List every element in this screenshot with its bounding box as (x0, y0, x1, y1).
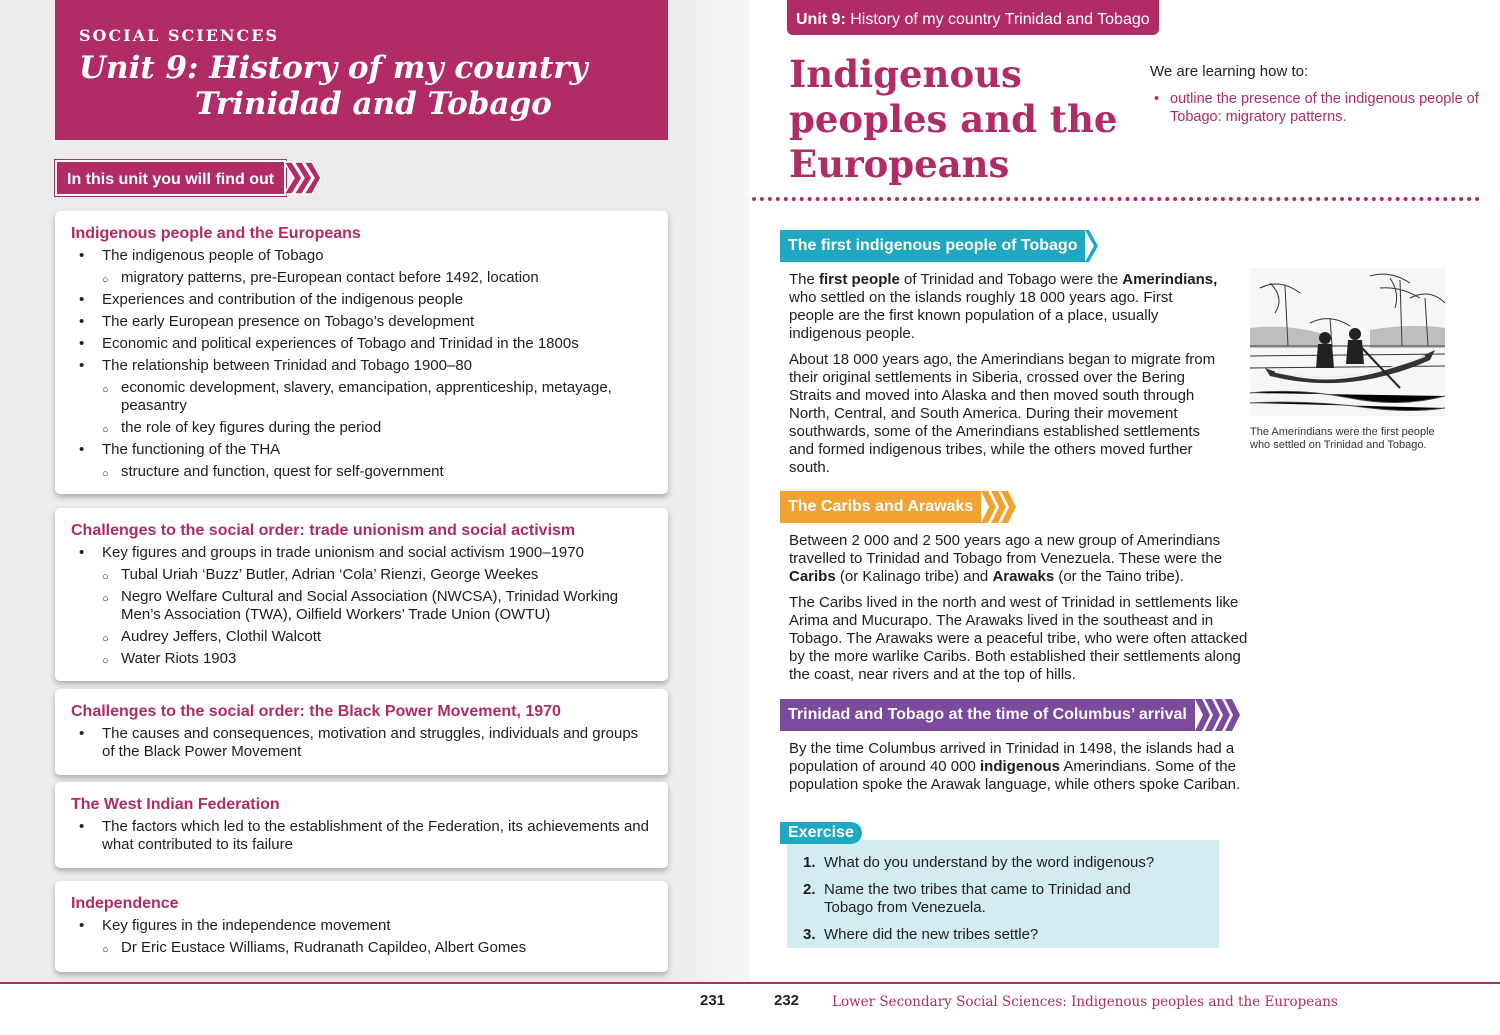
bold-term: first people (819, 271, 900, 288)
amerindian-canoe-illustration (1250, 268, 1445, 416)
page-number-left: 231 (700, 992, 726, 1009)
bullet-item: • The early European presence on Tobago’s development (71, 313, 652, 331)
topic-heading: Challenges to the social order: trade unionism and social activism (71, 522, 576, 539)
sub-bullet-item: ○ Audrey Jeffers, Clothil Walcott (71, 628, 652, 646)
topic-card (55, 881, 668, 972)
bullet-item: • Key figures in the independence movement (71, 917, 652, 935)
subject-label: SOCIAL SCIENCES (79, 26, 280, 45)
paragraph: About 18 000 years ago, the Amerindians began to migrate from their original settlements in Siberia, crossed over the Bering Straits and moved into Alaska and then moved south through North, Central, and South America. During their movement southwards, some of the Amerindians established settlements and formed indigenous tribes, while the others moved further south. (789, 351, 1216, 476)
sub-bullet-item: ○ Tubal Uriah ‘Buzz’ Butler, Adrian ‘Cola’ Rienzi, George Weekes (71, 566, 652, 584)
topic-heading: Challenges to the social order: the Black Power Movement, 1970 (71, 703, 561, 720)
footer-rule (0, 982, 1500, 984)
sub-bullet-item: ○ the role of key figures during the period (71, 419, 652, 437)
page-title: Indigenous peoples and the Europeans (789, 52, 1118, 186)
unit-tab-number: Unit 9: (796, 11, 846, 28)
chevron-icon (1085, 230, 1099, 262)
learning-objective: • outline the presence of the indigenous people of Tobago: migratory patterns. (1150, 90, 1480, 126)
unit-tab-title: History of my country Trinidad and Tobago (845, 11, 1150, 28)
topic-heading: Independence (71, 895, 179, 912)
topic-list (71, 725, 652, 761)
exercise-question (803, 854, 1219, 872)
bullet-item: • Key figures and groups in trade unionism and social activism 1900–1970 (71, 544, 652, 562)
exercise-question (803, 881, 1219, 917)
bullet-item: • The functioning of the THA (71, 441, 652, 459)
sub-bullet-item: ○ migratory patterns, pre-European contact before 1492, location (71, 269, 652, 287)
bullet-item: • Economic and political experiences of Tobago and Trinidad in the 1800s (71, 335, 652, 353)
paragraph (789, 271, 1219, 343)
question-text: What do you understand by the word indigenous? (824, 854, 1155, 871)
learning-intro: We are learning how to: (1150, 63, 1309, 80)
chevrons-icon (981, 491, 1017, 523)
learning-objectives (1150, 63, 1480, 126)
exercise-question (803, 926, 1219, 944)
sub-bullet-item: ○ Water Riots 1903 (71, 650, 652, 668)
paragraph (789, 532, 1249, 586)
exercise-label: Exercise (780, 822, 862, 844)
photo-caption: The Amerindians were the first people who settled on Trinidad and Tobago. (1250, 426, 1435, 451)
text-run: Amerindians. Some of the population spoke the Arawak language, while others spoke Cariban. (789, 758, 1241, 793)
question-number: 3. (803, 926, 816, 943)
bullet-item: • The factors which led to the establishment of the Federation, its achievements and what contributed to its failure (71, 818, 652, 854)
text-run: By the time Columbus arrived in Trinidad in 1498, the islands had a population of around 40 000 (789, 740, 1235, 775)
unit-title-line2: Trinidad and Tobago (195, 86, 552, 122)
unit-tab (787, 0, 1159, 35)
section-heading-label: The Caribs and Arawaks (780, 491, 981, 523)
find-out-banner (55, 160, 322, 196)
topic-card (55, 508, 668, 681)
topic-card (55, 689, 668, 775)
section-heading-caribs-arawaks (780, 491, 1017, 523)
unit-title-line1: Unit 9: History of my country (79, 50, 588, 86)
topic-heading: Indigenous people and the Europeans (71, 225, 361, 242)
text-run: Between 2 000 and 2 500 years ago a new group of Amerindians travelled to Trinidad and Tobago from Venezuela. These were the (789, 532, 1223, 567)
sub-bullet-item: ○ Negro Welfare Cultural and Social Association (NWCSA), Trinidad Working Men’s Association (TWA), Oilfield Workers’ Trade Union (OWTU) (71, 588, 652, 624)
page-number-right: 232 (774, 992, 800, 1009)
section-heading-label: The first indigenous people of Tobago (780, 230, 1085, 262)
bullet-item: • The indigenous people of Tobago (71, 247, 652, 265)
bold-term: indigenous (980, 758, 1060, 775)
paragraph (789, 740, 1254, 794)
text-run: (or Kalinago tribe) and (835, 568, 993, 585)
bullet-item: • The relationship between Trinidad and Tobago 1900–80 (71, 357, 652, 375)
text-run: (or the Taino tribe). (1054, 568, 1184, 585)
section-heading-label: Trinidad and Tobago at the time of Columbus’ arrival (780, 699, 1195, 731)
find-out-label: In this unit you will find out (55, 160, 286, 196)
topic-list (71, 544, 652, 668)
question-number: 2. (803, 881, 816, 898)
dotted-divider (752, 197, 1480, 201)
bullet-item: • Experiences and contribution of the indigenous people (71, 291, 652, 309)
bullet-item: • The causes and consequences, motivation and struggles, individuals and groups of the Black Power Movement (71, 725, 652, 761)
text-run: of Trinidad and Tobago were the (899, 271, 1123, 288)
bold-term: Caribs (789, 568, 836, 585)
question-text: Name the two tribes that came to Trinidad and Tobago from Venezuela. (824, 881, 1131, 916)
unit-banner (55, 0, 668, 140)
chevrons-icon (1195, 699, 1241, 731)
topic-list (71, 917, 652, 957)
text-run: who settled on the islands roughly 18 000 years ago. First people are the first known population of a place, usually indigenous people. (789, 289, 1173, 342)
topic-list (71, 247, 652, 481)
sub-bullet-item: ○ structure and function, quest for self-government (71, 463, 652, 481)
topic-card (55, 211, 668, 494)
exercise-box (787, 840, 1219, 948)
left-page (0, 0, 750, 982)
question-number: 1. (803, 854, 816, 871)
section-heading-first-people (780, 230, 1099, 262)
chevrons-icon (284, 160, 322, 196)
bold-term: Amerindians, (1122, 271, 1218, 288)
bold-term: Arawaks (992, 568, 1055, 585)
running-title: Lower Secondary Social Sciences: Indigenous peoples and the Europeans (832, 994, 1338, 1010)
topic-heading: The West Indian Federation (71, 796, 280, 813)
question-text: Where did the new tribes settle? (824, 926, 1039, 943)
topic-list (71, 818, 652, 854)
section-heading-columbus-arrival (780, 699, 1241, 731)
topic-card (55, 782, 668, 868)
sub-bullet-item: ○ Dr Eric Eustace Williams, Rudranath Capildeo, Albert Gomes (71, 939, 652, 957)
paragraph: The Caribs lived in the north and west of Trinidad in settlements like Arima and Mucurapo. The Arawaks lived in the southeast and in Tobago. The Arawaks were a peaceful tribe, who were often attacked by the more warlike Caribs. Both established their settlements along the coast, near rivers and at the top of hills. (789, 594, 1248, 683)
sub-bullet-item: ○ economic development, slavery, emancipation, apprenticeship, metayage, peasantry (71, 379, 652, 415)
text-run: The (789, 271, 820, 288)
